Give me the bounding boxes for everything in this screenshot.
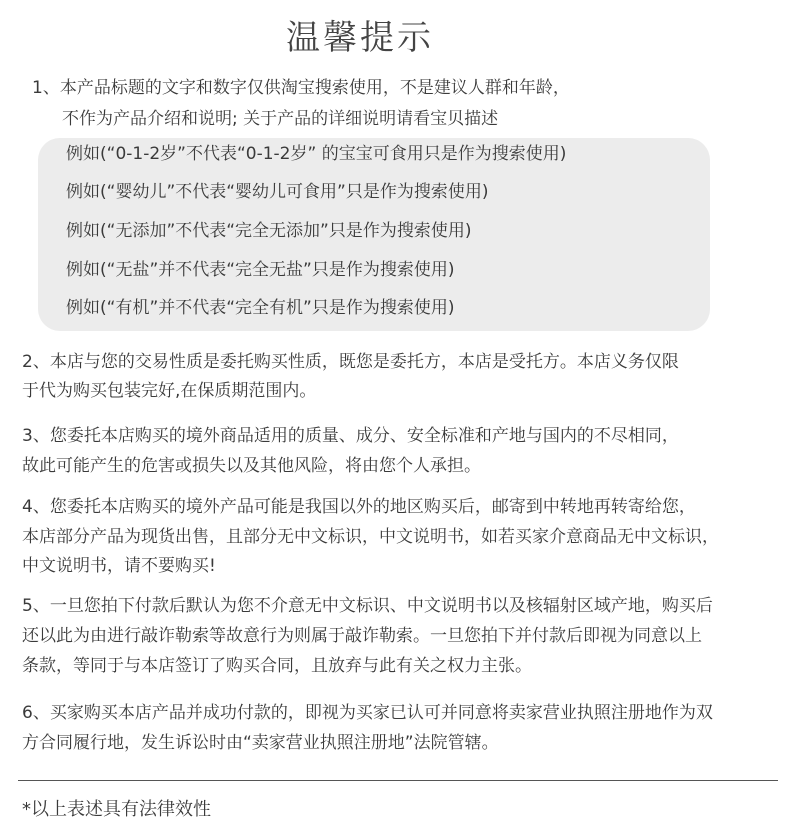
notice-3-line-2: 故此可能产生的危害或损失以及其他风险，将由您个人承担。 — [22, 456, 481, 476]
example-item: 例如(“0-1-2岁”不代表“0-1-2岁” 的宝宝可食用只是作为搜索使用) — [66, 144, 567, 164]
notice-4-line-3: 中文说明书，请不要购买! — [22, 556, 216, 576]
notice-1-line-1: 1、本产品标题的文字和数字仅供淘宝搜索使用，不是建议人群和年龄， — [32, 78, 570, 98]
notice-5-line-2: 还以此为由进行敲诈勒索等故意行为则属于敲诈勒索。一旦您拍下并付款后即视为同意以上 — [22, 626, 702, 646]
example-item: 例如(“有机”并不代表“完全有机”只是作为搜索使用) — [66, 298, 455, 318]
page-title: 温馨提示 — [286, 18, 434, 58]
example-item: 例如(“无盐”并不代表“完全无盐”只是作为搜索使用) — [66, 260, 455, 280]
example-item: 例如(“婴幼儿”不代表“婴幼儿可食用”只是作为搜索使用) — [66, 182, 489, 202]
notice-6-line-2: 方合同履行地，发生诉讼时由“卖家营业执照注册地”法院管辖。 — [22, 733, 499, 753]
notice-5-line-3: 条款，等同于与本店签订了购买合同，且放弃与此有关之权力主张。 — [22, 656, 532, 676]
notice-4-line-2: 本店部分产品为现货出售，且部分无中文标识，中文说明书，如若买家介意商品无中文标识， — [22, 527, 719, 547]
legal-footnote: *以上表述具有法律效性 — [22, 799, 211, 820]
notice-2-line-1: 2、本店与您的交易性质是委托购买性质，既您是委托方，本店是受托方。本店义务仅限 — [22, 352, 679, 372]
notice-5-line-1: 5、一旦您拍下付款后默认为您不介意无中文标识、中文说明书以及核辐射区域产地，购买后 — [22, 596, 713, 616]
example-item: 例如(“无添加”不代表“完全无添加”只是作为搜索使用) — [66, 221, 472, 241]
notice-1-line-2: 不作为产品介绍和说明; 关于产品的详细说明请看宝贝描述 — [62, 109, 499, 129]
divider — [18, 780, 778, 781]
notice-3-line-1: 3、您委托本店购买的境外商品适用的质量、成分、安全标准和产地与国内的不尽相同， — [22, 426, 679, 446]
notice-6-line-1: 6、买家购买本店产品并成功付款的，即视为买家已认可并同意将卖家营业执照注册地作为双 — [22, 703, 713, 723]
notice-2-line-2: 于代为购买包装完好,在保质期范围内。 — [22, 381, 317, 401]
notice-4-line-1: 4、您委托本店购买的境外产品可能是我国以外的地区购买后，邮寄到中转地再转寄给您， — [22, 497, 696, 517]
